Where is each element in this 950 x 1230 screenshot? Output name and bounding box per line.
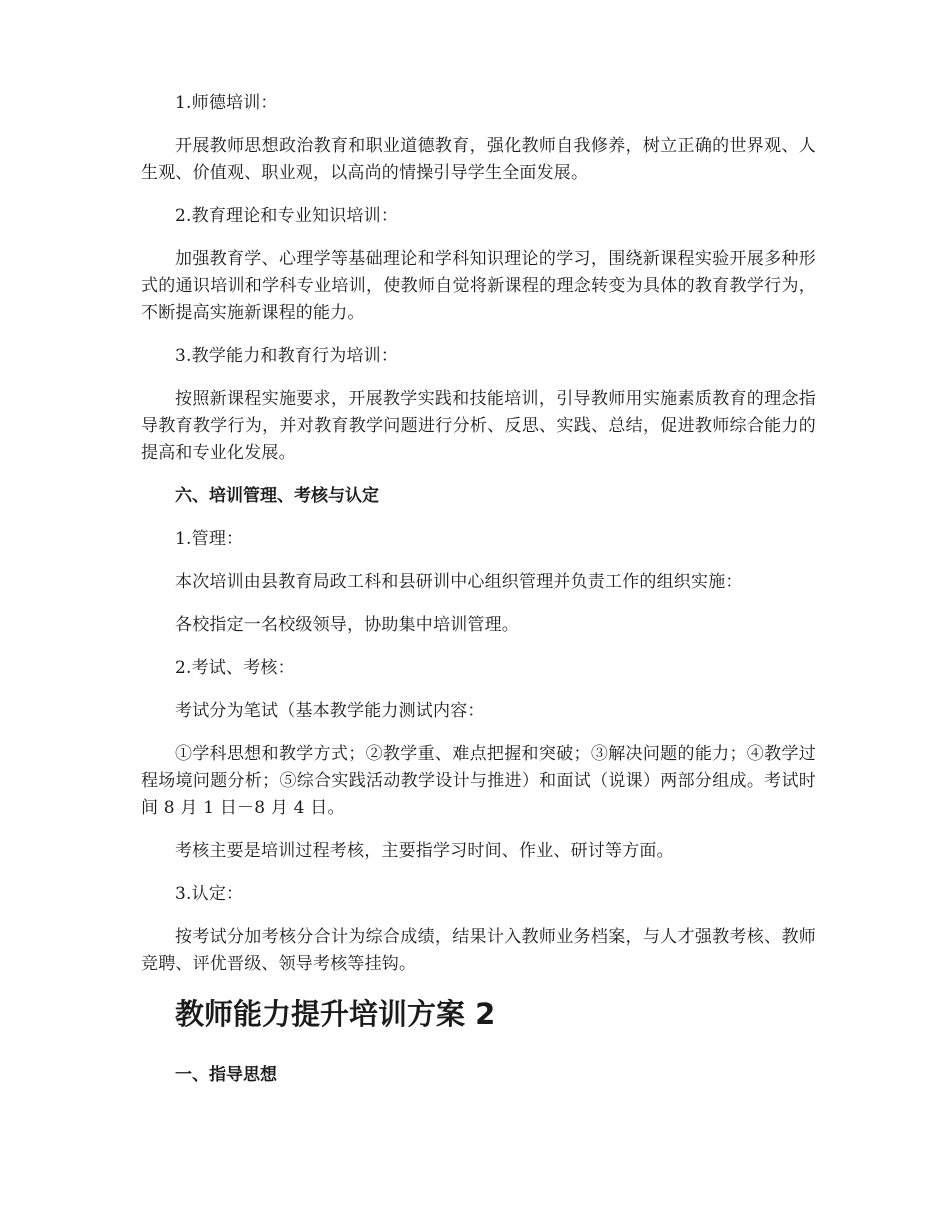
item-heading-certification: 3.认定： — [175, 884, 244, 904]
item-heading-exam: 2.考试、考核： — [175, 658, 295, 678]
document-page — [141, 90, 816, 1105]
paragraph-exam-2: ①学科思想和教学方式；②教学重、难点把握和突破；③解决问题的能力；④教学过程场境问题分析；⑤综合实践活动教学设计与推进）和面试（说课）两部分组成。考试时间 8 月 1 日－8 月 4 日。 — [141, 744, 816, 818]
paragraph-management-1: 本次培训由县教育局政工科和县研训中心组织管理并负责工作的组织实施： — [175, 572, 743, 592]
paragraph-certification: 按考试分加考核分合计为综合成绩，结果计入教师业务档案，与人才强教考核、教师竞聘、评优晋级、领导考核等挂钩。 — [141, 927, 816, 974]
document-title: 教师能力提升培训方案 2 — [175, 997, 496, 1031]
section-heading-guiding-ideology: 一、指导思想 — [175, 1065, 277, 1085]
item-heading-management: 1.管理： — [175, 529, 244, 549]
paragraph-management-2: 各校指定一名校级领导，协助集中培训管理。 — [175, 615, 519, 635]
item-heading-teaching-ability: 3.教学能力和教育行为培训： — [175, 346, 399, 366]
item-heading-theory-training: 2.教育理论和专业知识培训： — [175, 206, 399, 226]
paragraph-ethics-training: 开展教师思想政治教育和职业道德教育，强化教师自我修养，树立正确的世界观、人生观、价值观、职业观，以高尚的情操引导学生全面发展。 — [141, 136, 816, 183]
section-heading-management: 六、培训管理、考核与认定 — [175, 486, 379, 506]
paragraph-teaching-ability: 按照新课程实施要求，开展教学实践和技能培训，引导教师用实施素质教育的理念指导教育教学行为，并对教育教学问题进行分析、反思、实践、总结，促进教师综合能力的提高和专业化发展。 — [141, 389, 816, 463]
paragraph-exam-1: 考试分为笔试（基本教学能力测试内容： — [175, 701, 485, 721]
item-heading-ethics-training: 1.师德培训： — [175, 93, 278, 113]
paragraph-theory-training: 加强教育学、心理学等基础理论和学科知识理论的学习，围绕新课程实验开展多种形式的通识培训和学科专业培训，使教师自觉将新课程的理念转变为具体的教育教学行为，不断提高实施新课程的能力。 — [141, 249, 816, 323]
paragraph-exam-3: 考核主要是培训过程考核，主要指学习时间、作业、研讨等方面。 — [175, 841, 674, 861]
